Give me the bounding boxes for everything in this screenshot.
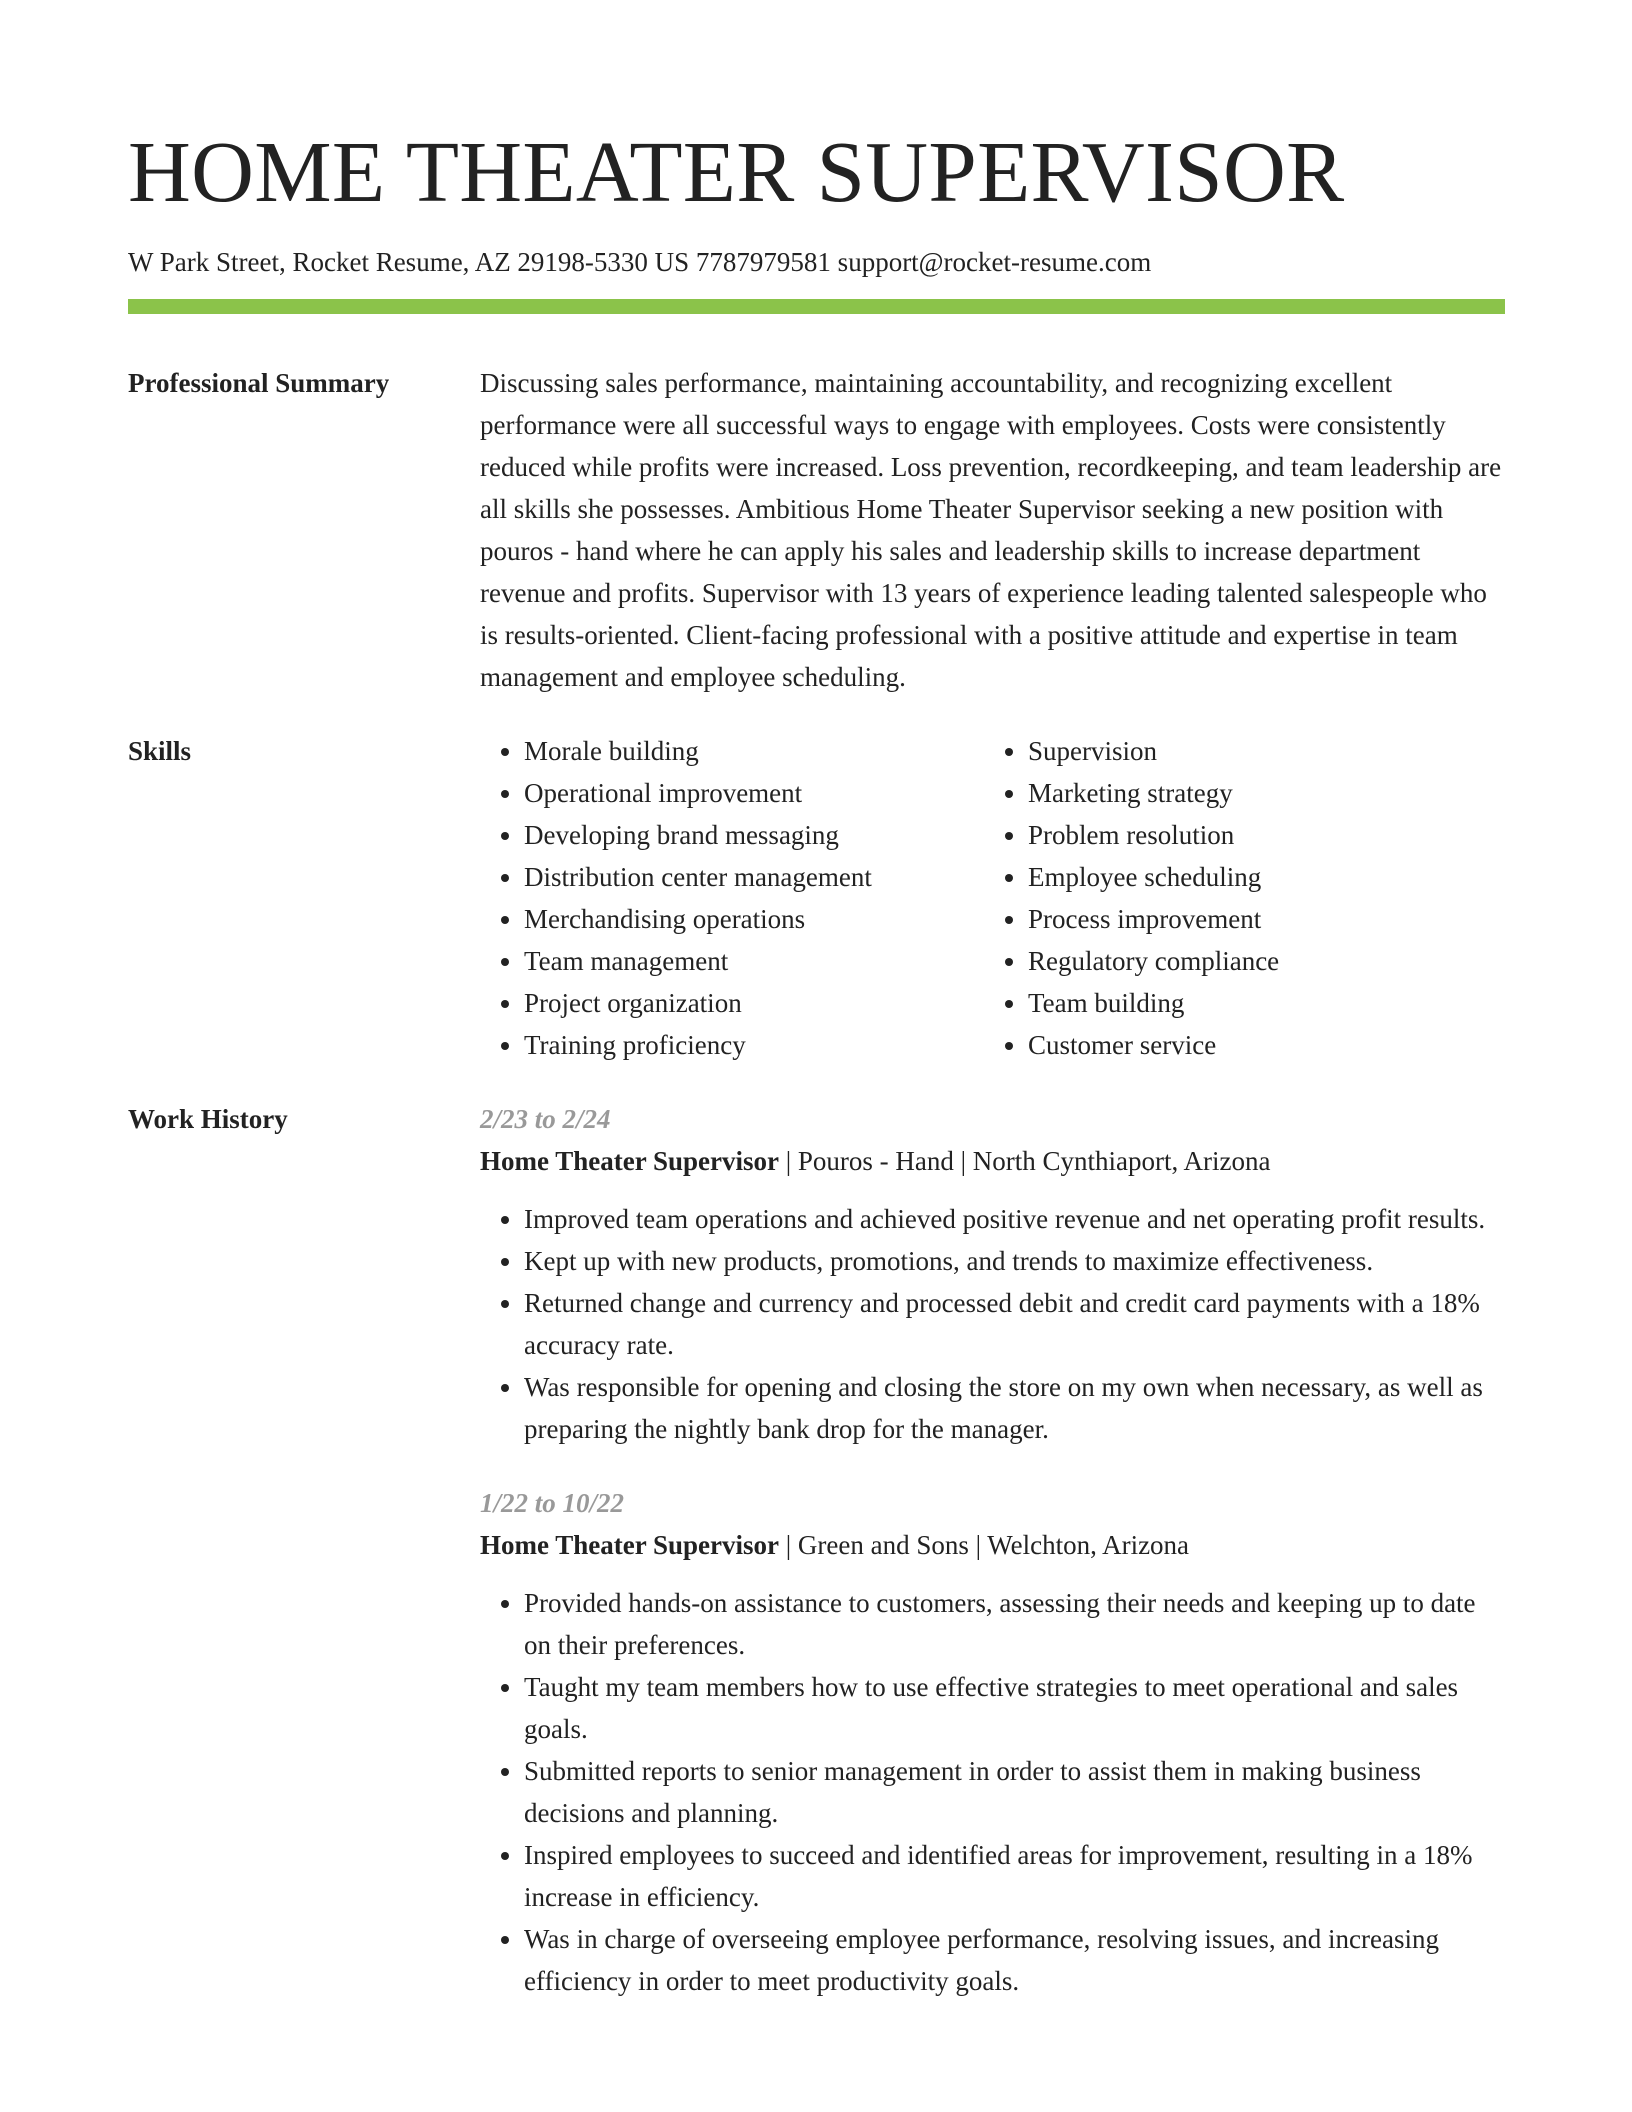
job-dates: 1/22 to 10/22 bbox=[480, 1488, 625, 1518]
skill-item: • Regulatory compliance bbox=[1028, 940, 1279, 982]
job-title: Home Theater Supervisor bbox=[480, 1146, 779, 1176]
job-bullet: • Submitted reports to senior management in order to assist them in making business decisions and planning. bbox=[524, 1750, 1505, 1834]
skill-item: • Morale building bbox=[524, 730, 984, 772]
skills-section bbox=[128, 730, 1505, 1066]
job-title-line bbox=[480, 1524, 1505, 1566]
skills-column-1 bbox=[480, 730, 984, 1066]
skill-item: • Process improvement bbox=[1028, 898, 1279, 940]
skill-item: • Project organization bbox=[524, 982, 984, 1024]
work-history-body bbox=[480, 1098, 1505, 2002]
skill-item: • Problem resolution bbox=[1028, 814, 1279, 856]
candidate-name: HOME THEATER SUPERVISOR bbox=[128, 123, 1345, 220]
job-employer-location: | Pouros - Hand | North Cynthiaport, Arizona bbox=[778, 1146, 1271, 1176]
job-bullets bbox=[480, 1198, 1505, 1450]
section-label-summary: Professional Summary bbox=[128, 368, 390, 398]
skill-item: • Customer service bbox=[1028, 1024, 1279, 1066]
job-entry bbox=[480, 1098, 1505, 1450]
skill-item: • Training proficiency bbox=[524, 1024, 984, 1066]
job-employer-location: | Green and Sons | Welchton, Arizona bbox=[778, 1530, 1190, 1560]
job-bullet: • Provided hands-on assistance to customers, assessing their needs and keeping up to date on their preferences. bbox=[524, 1582, 1505, 1666]
resume-page bbox=[128, 0, 1505, 2002]
summary-body bbox=[480, 362, 1505, 698]
skills-grid bbox=[480, 730, 1505, 1066]
skill-item: • Operational improvement bbox=[524, 772, 984, 814]
summary-text: Discussing sales performance, maintaining accountability, and recognizing excellent performance were all successful ways to engage with employees. Costs were consistently reduced while profits were increased. Loss prevention, recordkeeping, and team leadership are all skills she possesses. Ambitious Home Theater Supervisor seeking a new position with pouros - hand where he can apply his sales and leadership skills to increase department revenue and profits. Supervisor with 13 years of experience leading talented salespeople who is results-oriented. Client-facing professional with a positive attitude and expertise in team management and employee scheduling. bbox=[480, 368, 1502, 692]
skill-item: • Marketing strategy bbox=[1028, 772, 1279, 814]
job-bullet: • Taught my team members how to use effective strategies to meet operational and sales goals. bbox=[524, 1666, 1505, 1750]
contact-info: W Park Street, Rocket Resume, AZ 29198-5330 US 7787979581 support@rocket-resume.com bbox=[128, 247, 1152, 277]
job-title-line bbox=[480, 1140, 1505, 1182]
skill-item: • Merchandising operations bbox=[524, 898, 984, 940]
skill-item: • Team building bbox=[1028, 982, 1279, 1024]
header-divider bbox=[128, 299, 1505, 314]
job-bullet: • Inspired employees to succeed and identified areas for improvement, resulting in a 18% increase in efficiency. bbox=[524, 1834, 1505, 1918]
professional-summary-section bbox=[128, 362, 1505, 698]
skill-item: • Team management bbox=[524, 940, 984, 982]
job-bullet: • Was responsible for opening and closing the store on my own when necessary, as well as preparing the nightly bank drop for the manager. bbox=[524, 1366, 1505, 1450]
skill-item: • Employee scheduling bbox=[1028, 856, 1279, 898]
job-dates: 2/23 to 2/24 bbox=[480, 1104, 611, 1134]
job-entry bbox=[480, 1482, 1505, 2002]
section-label-work-history: Work History bbox=[128, 1104, 288, 1134]
job-bullet: • Returned change and currency and processed debit and credit card payments with a 18% accuracy rate. bbox=[524, 1282, 1505, 1366]
skills-column-2 bbox=[984, 730, 1279, 1066]
work-history-section bbox=[128, 1098, 1505, 2002]
job-title: Home Theater Supervisor bbox=[480, 1530, 779, 1560]
job-bullets bbox=[480, 1582, 1505, 2002]
section-label-skills: Skills bbox=[128, 736, 192, 766]
skill-item: • Supervision bbox=[1028, 730, 1279, 772]
skill-item: • Distribution center management bbox=[524, 856, 984, 898]
job-bullet: • Improved team operations and achieved positive revenue and net operating profit results. bbox=[524, 1198, 1505, 1240]
skill-item: • Developing brand messaging bbox=[524, 814, 984, 856]
job-bullet: • Kept up with new products, promotions, and trends to maximize effectiveness. bbox=[524, 1240, 1505, 1282]
job-bullet: • Was in charge of overseeing employee performance, resolving issues, and increasing efficiency in order to meet productivity goals. bbox=[524, 1918, 1505, 2002]
